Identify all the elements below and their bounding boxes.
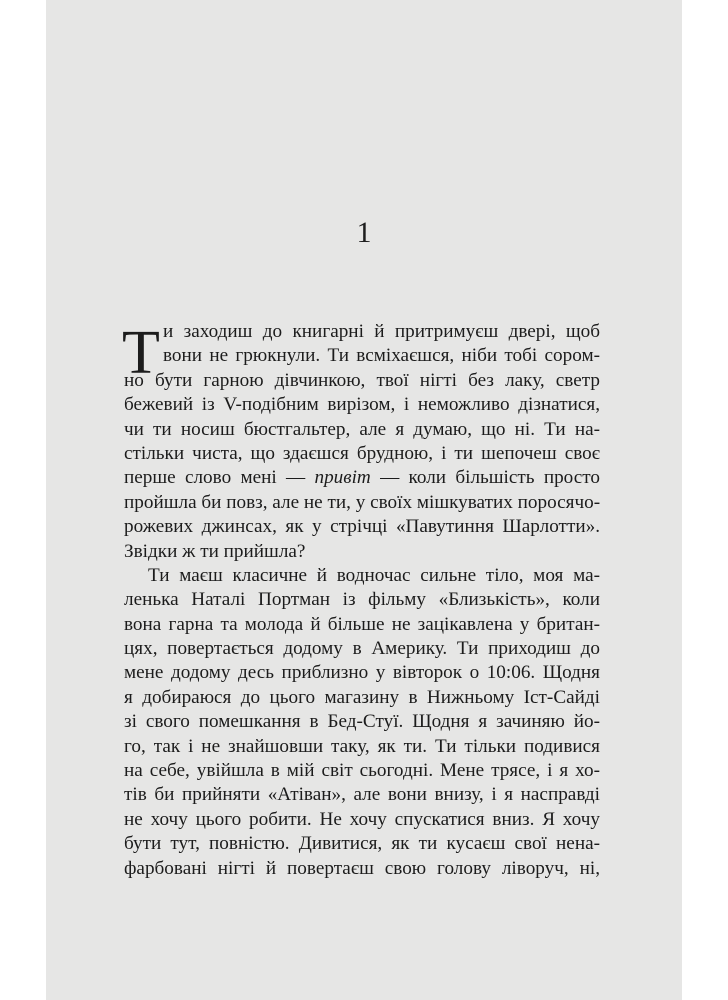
chapter-number: 1 xyxy=(356,216,372,249)
text-line: но бути гарною дівчинкою, твої нігті без лаку, светр xyxy=(124,369,600,391)
text-line: я добираюся до цього магазину в Нижньому Іст-Сайді xyxy=(124,686,600,708)
text-line: и заходиш до книгарні й притримуєш двері, щоб xyxy=(163,321,600,342)
text-line: цях, повертається додому в Америку. Ти приходиш до xyxy=(124,638,600,660)
text-line xyxy=(124,466,600,490)
text-line: Ти маєш класичне й водночас сильне тіло, моя ма- xyxy=(148,564,600,586)
text-line: зі свого помешкання в Бед-Стуї. Щодня я зачиняю йо- xyxy=(124,711,600,733)
book-page xyxy=(46,0,682,1000)
text-segment: перше слово мені — xyxy=(124,467,315,489)
text-line: Звідки ж ти прийшла? xyxy=(124,540,306,562)
text-line: бежевий із V-подібним вирізом, і неможливо дізнатися, xyxy=(124,394,600,416)
body-text xyxy=(124,320,600,881)
text-line: стільки чиста, що здаєшся брудною, і ти шепочеш своє xyxy=(124,442,600,464)
text-line: тів би прийняти «Атіван», але вони внизу, і я насправді xyxy=(124,784,600,806)
text-segment: — коли більшість просто xyxy=(370,467,600,489)
text-line: бути тут, повністю. Дивитися, як ти кусаєш свої нена- xyxy=(124,833,600,855)
text-line: мене додому десь приблизно у вівторок о 10:06. Щодня xyxy=(124,662,600,684)
text-line: не хочу цього робити. Не хочу спускатися вниз. Я хочу xyxy=(124,808,600,830)
text-line: ленька Наталі Портман із фільму «Близькість», коли xyxy=(124,589,600,611)
text-line: вони не грюкнули. Ти всміхаєшся, ніби тобі сором- xyxy=(163,345,600,367)
text-line: на себе, увійшла в мій світ сьогодні. Мене трясе, і я хо- xyxy=(124,760,600,782)
text-line: фарбовані нігті й повертаєш свою голову ліворуч, ні, xyxy=(124,857,600,879)
text-line: чи ти носиш бюстгальтер, але я думаю, що ні. Ти на- xyxy=(124,418,600,440)
drop-cap: Т xyxy=(122,319,160,387)
text-line: рожевих джинсах, як у стрічці «Павутиння Шарлотти». xyxy=(124,516,600,538)
italic-word: привіт xyxy=(314,467,371,489)
text-line: вона гарна та молода й більше не зацікавлена у британ- xyxy=(124,613,600,635)
text-line: пройшла би повз, але не ти, у своїх мішкуватих поросячо- xyxy=(124,491,601,513)
text-line: го, так і не знайшовши таку, як ти. Ти тільки подивися xyxy=(124,735,600,757)
